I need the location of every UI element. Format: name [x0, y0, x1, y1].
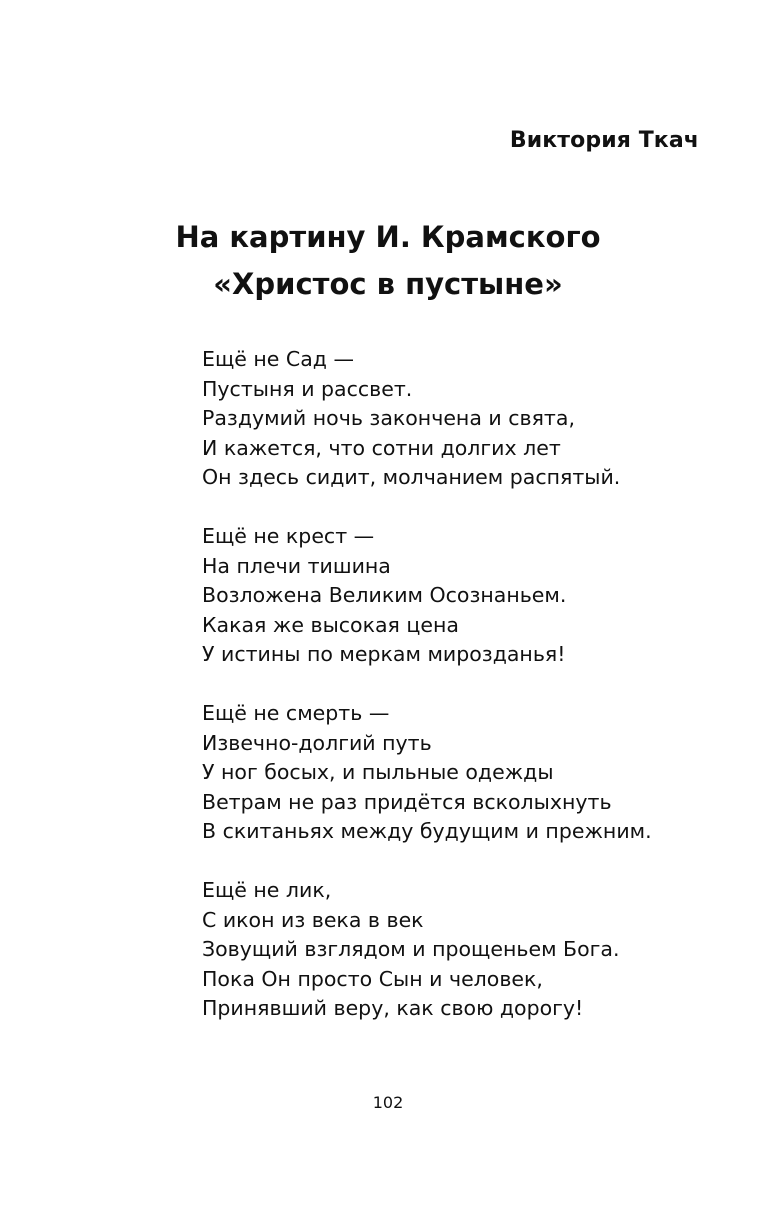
- author-name: Виктория Ткач: [509, 128, 699, 153]
- stanza-3: [202, 699, 722, 847]
- poem-line: Какая же высокая цена: [202, 612, 459, 637]
- title-line-1: На картину И. Крамского: [175, 220, 601, 254]
- poem-line: Ветрам не раз придётся всколыхнуть: [202, 789, 612, 814]
- title-line-2: «Христос в пустыне»: [213, 267, 563, 301]
- poem-line: У истины по меркам мирозданья!: [202, 642, 566, 666]
- poem-line: На плечи тишина: [202, 553, 391, 578]
- poem-title: [0, 214, 776, 308]
- poem-line: Он здесь сидит, молчанием распятый.: [202, 465, 621, 489]
- poem-line: Ещё не Сад —: [202, 347, 354, 371]
- poem-line: Пустыня и рассвет.: [202, 376, 413, 401]
- stanza-4: [202, 876, 722, 1024]
- poem-line: Раздумий ночь закончена и свята,: [202, 406, 575, 430]
- stanza-2: [202, 522, 722, 670]
- poem-line: Ещё не смерть —: [202, 701, 390, 725]
- page-number: 102: [372, 1093, 404, 1112]
- poem-line: Возложена Великим Осознаньем.: [202, 583, 567, 607]
- poem-line: С икон из века в век: [202, 907, 424, 932]
- poem-line: Ещё не лик,: [202, 878, 332, 902]
- poem-line: Принявший веру, как свою дорогу!: [202, 996, 584, 1020]
- poem-line: В скитаньях между будущим и прежним.: [202, 819, 652, 843]
- poem-line: Извечно-долгий путь: [202, 730, 432, 755]
- poem-body: [202, 345, 722, 1053]
- poem-line: И кажется, что сотни долгих лет: [202, 435, 561, 460]
- poem-line: Ещё не крест —: [202, 524, 375, 548]
- poem-line: Зовущий взглядом и прощеньем Бога.: [202, 937, 620, 961]
- poem-line: Пока Он просто Сын и человек,: [202, 966, 543, 991]
- poem-line: У ног босых, и пыльные одежды: [202, 760, 554, 784]
- stanza-1: [202, 345, 722, 493]
